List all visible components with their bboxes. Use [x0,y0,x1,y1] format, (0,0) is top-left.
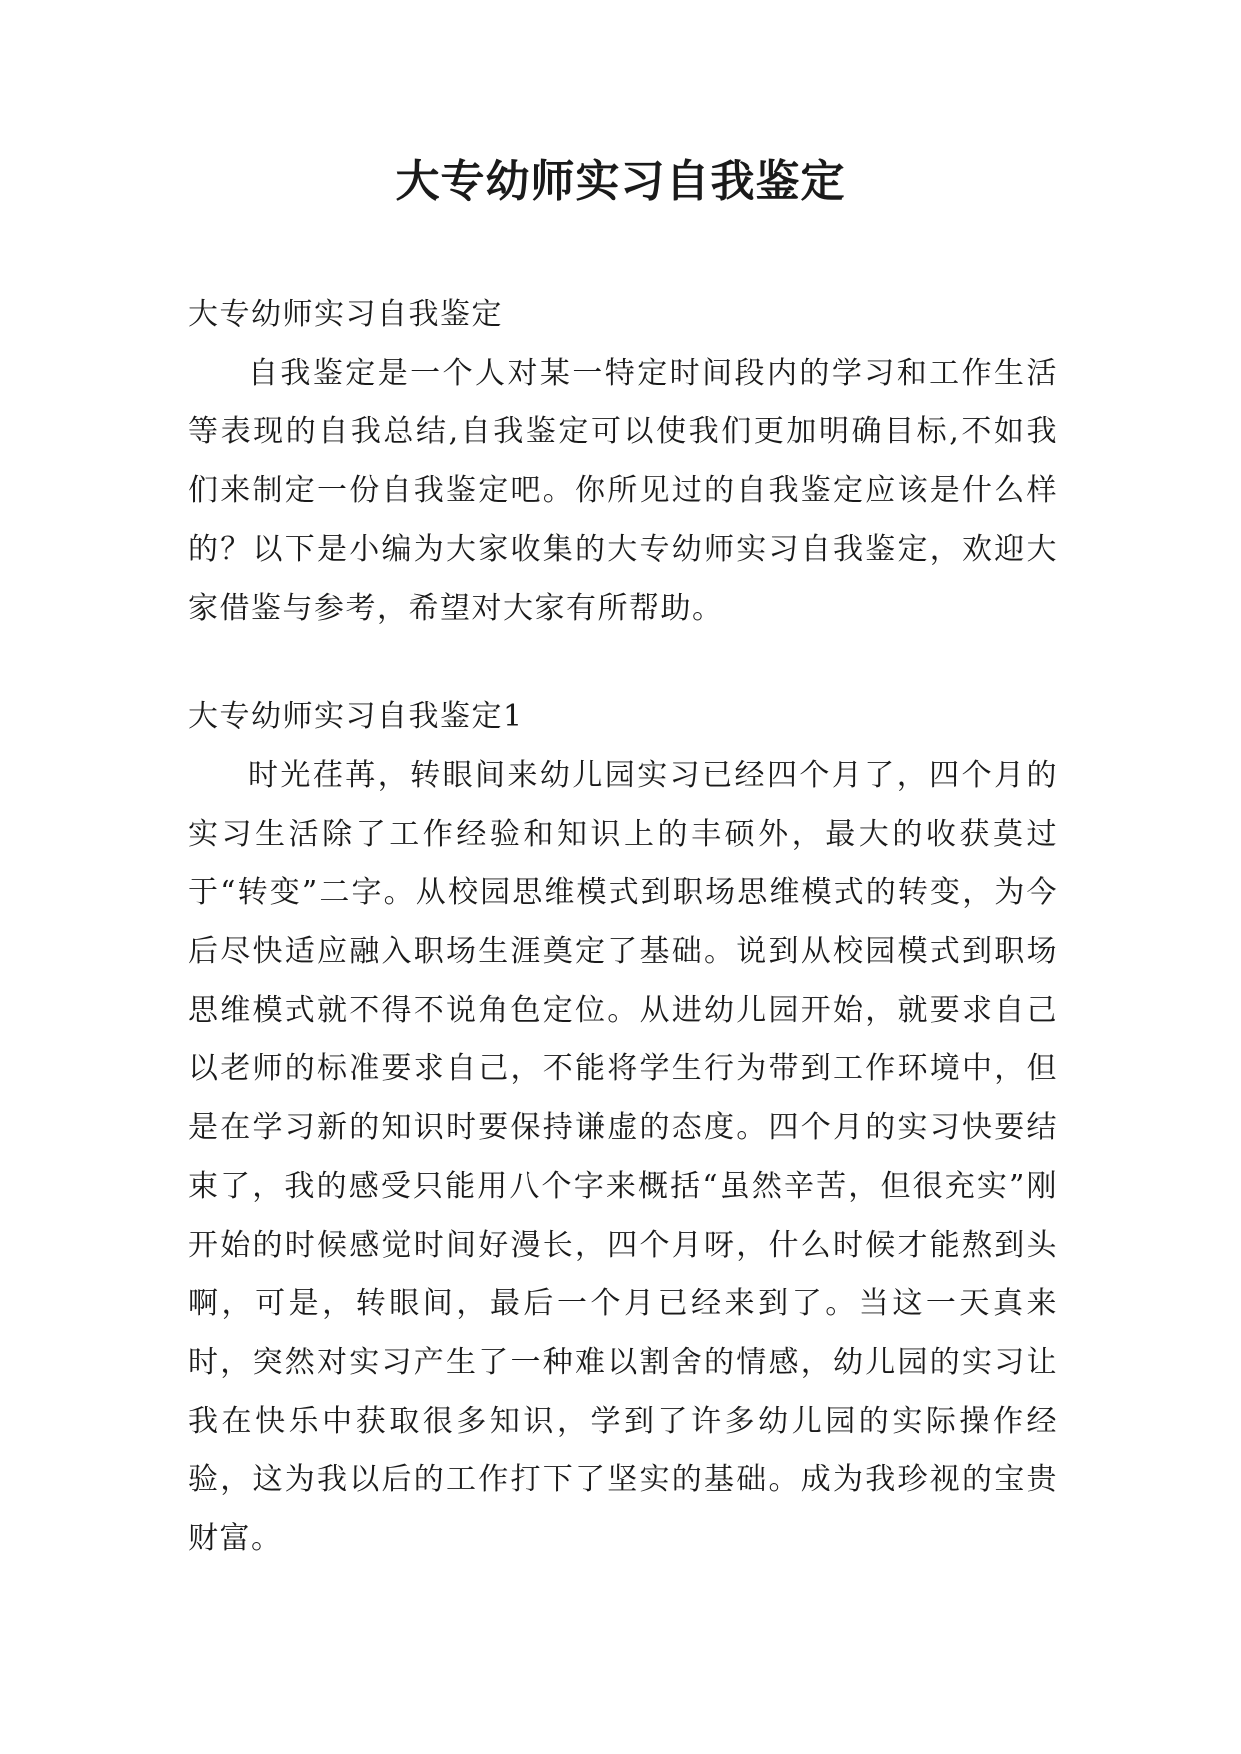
section-spacer [188,638,1058,688]
document-body [188,286,1058,1569]
intro-heading: 大专幼师实习自我鉴定 [188,297,503,332]
section-1-heading: 大专幼师实习自我鉴定1 [188,699,524,735]
document-title: 大专幼师实习自我鉴定 [395,156,846,207]
intro-paragraph: 自我鉴定是一个人对某一特定时间段内的学习和工作生活等表现的自我总结,自我鉴定可以使我们更加明确目标,不如我们来制定一份自我鉴定吧。你所见过的自我鉴定应该是什么样的？以下是小编为大家收集的大专幼师实习自我鉴定，欢迎大家借鉴与参考，希望对大家有所帮助。 [188,355,1058,626]
section-1-paragraph: 时光荏苒，转眼间来幼儿园实习已经四个月了，四个月的实习生活除了工作经验和知识上的丰硕外，最大的收获莫过于“转变”二字。从校园思维模式到职场思维模式的转变，为今后尽快适应融入职场生涯奠定了基础。说到从校园模式到职场思维模式就不得不说角色定位。从进幼儿园开始，就要求自己以老师的标准要求自己，不能将学生行为带到工作环境中，但是在学习新的知识时要保持谦虚的态度。四个月的实习快要结束了，我的感受只能用八个字来概括“虽然辛苦，但很充实”刚开始的时候感觉时间好漫长，四个月呀，什么时候才能熬到头啊，可是，转眼间，最后一个月已经来到了。当这一天真来时，突然对实习产生了一种难以割舍的情感，幼儿园的实习让我在快乐中获取很多知识，学到了许多幼儿园的实际操作经验，这为我以后的工作打下了坚实的基础。成为我珍视的宝贵财富。 [188,757,1058,1557]
